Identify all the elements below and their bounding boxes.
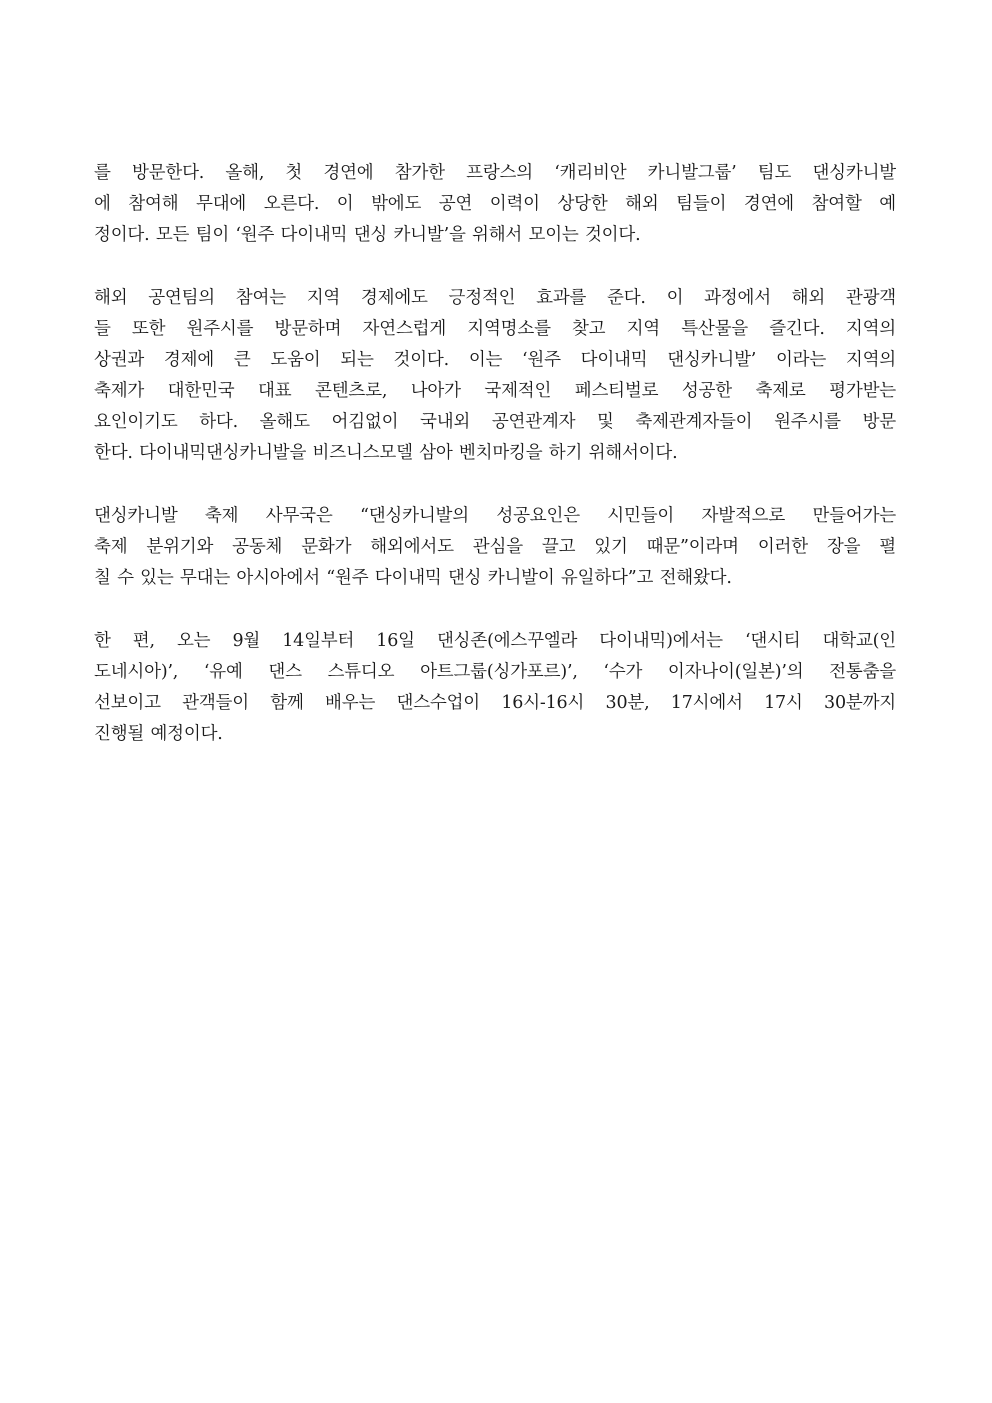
paragraph-2 [94, 283, 896, 469]
text-line: 요인이기도 하다. 올해도 어김없이 국내외 공연관계자 및 축제관계자들이 원주시를 방문 [94, 412, 896, 432]
text-line: 댄싱카니발 축제 사무국은 “댄싱카니발의 성공요인은 시민들이 자발적으로 만들어가는 [94, 506, 896, 526]
text-line: 칠 수 있는 무대는 아시아에서 “원주 다이내믹 댄싱 카니발이 유일하다”고 전해왔다. [94, 568, 732, 588]
text-line: 에 참여해 무대에 오른다. 이 밖에도 공연 이력이 상당한 해외 팀들이 경연에 참여할 예 [94, 194, 896, 214]
text-line: 선보이고 관객들이 함께 배우는 댄스수업이 16시-16시 30분, 17시에서 17시 30분까지 [94, 693, 896, 713]
text-line: 한다. 다이내믹댄싱카니발을 비즈니스모델 삼아 벤치마킹을 하기 위해서이다. [94, 443, 678, 463]
text-line: 해외 공연팀의 참여는 지역 경제에도 긍정적인 효과를 준다. 이 과정에서 해외 관광객 [94, 288, 896, 308]
document-body [94, 158, 896, 782]
text-line: 정이다. 모든 팀이 ‘원주 다이내믹 댄싱 카니발’을 위해서 모이는 것이다. [94, 225, 641, 245]
text-line: 축제 분위기와 공동체 문화가 해외에서도 관심을 끌고 있기 때문”이라며 이러한 장을 펼 [94, 537, 896, 557]
text-line: 도네시아)’, ‘유예 댄스 스튜디오 아트그룹(싱가포르)’, ‘수가 이자나이(일본)’의 전통춤을 [94, 662, 896, 682]
paragraph-1 [94, 158, 896, 251]
text-line: 상권과 경제에 큰 도움이 되는 것이다. 이는 ‘원주 다이내믹 댄싱카니발’ 이라는 지역의 [94, 350, 896, 370]
text-line: 축제가 대한민국 대표 콘텐츠로, 나아가 국제적인 페스티벌로 성공한 축제로 평가받는 [94, 381, 896, 401]
text-line: 를 방문한다. 올해, 첫 경연에 참가한 프랑스의 ‘캐리비안 카니발그룹’ 팀도 댄싱카니발 [94, 163, 896, 183]
paragraph-3 [94, 501, 896, 594]
text-line: 진행될 예정이다. [94, 724, 223, 744]
text-line: 한 편, 오는 9월 14일부터 16일 댄싱존(에스꾸엘라 다이내믹)에서는 ‘댄시티 대학교(인 [94, 631, 896, 651]
text-line: 들 또한 원주시를 방문하며 자연스럽게 지역명소를 찾고 지역 특산물을 즐긴다. 지역의 [94, 319, 896, 339]
paragraph-4 [94, 626, 896, 750]
